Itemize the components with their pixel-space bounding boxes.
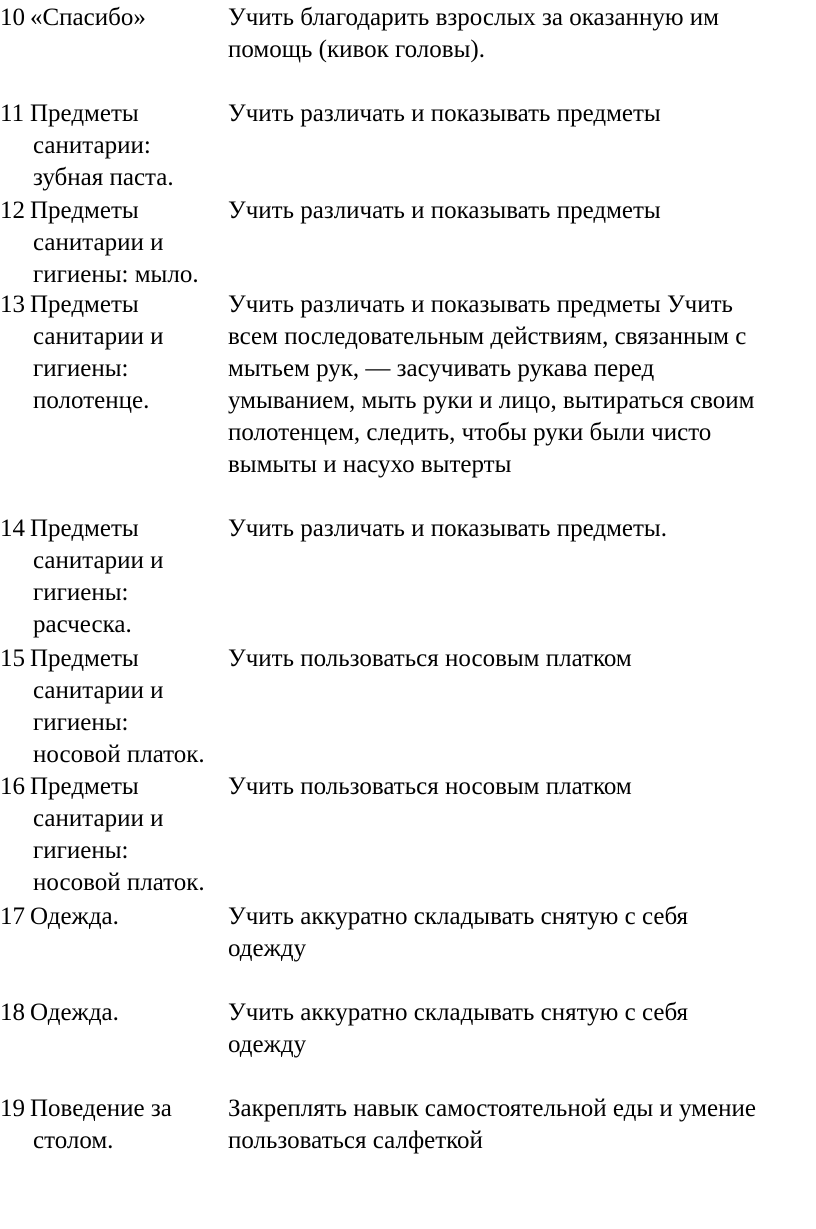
goal-line: Учить пользоваться носовым платком: [228, 645, 632, 672]
row-topic: [30, 2, 226, 34]
goal-line: Учить различать и показывать предметы: [228, 197, 661, 224]
topic-line: Одежда.: [30, 903, 119, 930]
topic-line: полотенце.: [33, 387, 150, 414]
row-goal: [228, 901, 816, 965]
row-goal: [228, 1093, 816, 1157]
goal-line: пользоваться салфеткой: [228, 1127, 483, 1154]
row-topic: [30, 1093, 226, 1157]
goal-line: одежду: [228, 935, 307, 962]
topic-line: Предметы: [30, 197, 139, 224]
row-topic: [30, 771, 226, 899]
goal-line: Учить различать и показывать предметы.: [228, 515, 667, 542]
topic-line: Предметы: [30, 645, 139, 672]
row-number: 14: [0, 515, 25, 542]
topic-line: гигиены:: [33, 355, 129, 382]
row-topic: [30, 289, 226, 417]
row-number: 17: [0, 903, 25, 930]
topic-line: носовой платок.: [33, 869, 205, 896]
topic-line: Предметы: [30, 291, 139, 318]
topic-line: гигиены: мыло.: [33, 261, 199, 288]
row-goal: [228, 2, 816, 66]
row-topic: [30, 98, 226, 194]
row-number: 19: [0, 1095, 25, 1122]
row-number: 13: [0, 291, 25, 318]
row-topic: [30, 643, 226, 771]
row-goal: [228, 771, 816, 803]
topic-line: гигиены:: [33, 709, 129, 736]
topic-line: санитарии и: [33, 677, 164, 704]
row-number: 11: [0, 100, 25, 127]
topic-line: гигиены:: [33, 579, 129, 606]
row-number: 12: [0, 197, 25, 224]
topic-line: Предметы: [30, 773, 139, 800]
topic-line: носовой платок.: [33, 741, 205, 768]
goal-line: Учить благодарить взрослых за оказанную им: [228, 4, 719, 31]
goal-line: одежду: [228, 1031, 307, 1058]
row-topic: [30, 195, 226, 291]
topic-line: санитарии и: [33, 323, 164, 350]
topic-line: санитарии:: [33, 132, 151, 159]
topic-line: санитарии и: [33, 805, 164, 832]
goal-line: Закреплять навык самостоятельной еды и умение: [228, 1095, 756, 1122]
row-goal: [228, 513, 816, 545]
row-topic: [30, 997, 226, 1029]
row-number: 15: [0, 645, 25, 672]
row-goal: [228, 98, 816, 130]
topic-line: Предметы: [30, 100, 139, 127]
goal-line: вымыты и насухо вытерты: [228, 451, 512, 478]
row-topic: [30, 513, 226, 641]
topic-line: санитарии и: [33, 547, 164, 574]
goal-line: Учить различать и показывать предметы Учить: [228, 291, 733, 318]
row-number: 10: [0, 4, 25, 31]
row-topic: [30, 901, 226, 933]
row-goal: [228, 643, 816, 675]
topic-line: столом.: [33, 1127, 114, 1154]
goal-line: всем последовательным действиям, связанным с: [228, 323, 747, 350]
goal-line: помощь (кивок головы).: [228, 36, 485, 63]
row-goal: [228, 195, 816, 227]
row-number: 16: [0, 773, 25, 800]
goal-line: Учить аккуратно складывать снятую с себя: [228, 999, 689, 1026]
row-goal: [228, 289, 816, 481]
row-number: 18: [0, 999, 25, 1026]
goal-line: Учить аккуратно складывать снятую с себя: [228, 903, 689, 930]
topic-line: санитарии и: [33, 229, 164, 256]
topic-line: расческа.: [33, 611, 132, 638]
goal-line: Учить пользоваться носовым платком: [228, 773, 632, 800]
topic-line: Одежда.: [30, 999, 119, 1026]
topic-line: Предметы: [30, 515, 139, 542]
goal-line: Учить различать и показывать предметы: [228, 100, 661, 127]
row-goal: [228, 997, 816, 1061]
topic-line: гигиены:: [33, 837, 129, 864]
goal-line: полотенцем, следить, чтобы руки были чисто: [228, 419, 712, 446]
topic-line: зубная паста.: [33, 164, 174, 191]
goal-line: мытьем рук, — засучивать рукава перед: [228, 355, 655, 382]
goal-line: умыванием, мыть руки и лицо, вытираться своим: [228, 387, 755, 414]
topic-line: «Спасибо»: [30, 4, 146, 31]
topic-line: Поведение за: [30, 1095, 172, 1122]
